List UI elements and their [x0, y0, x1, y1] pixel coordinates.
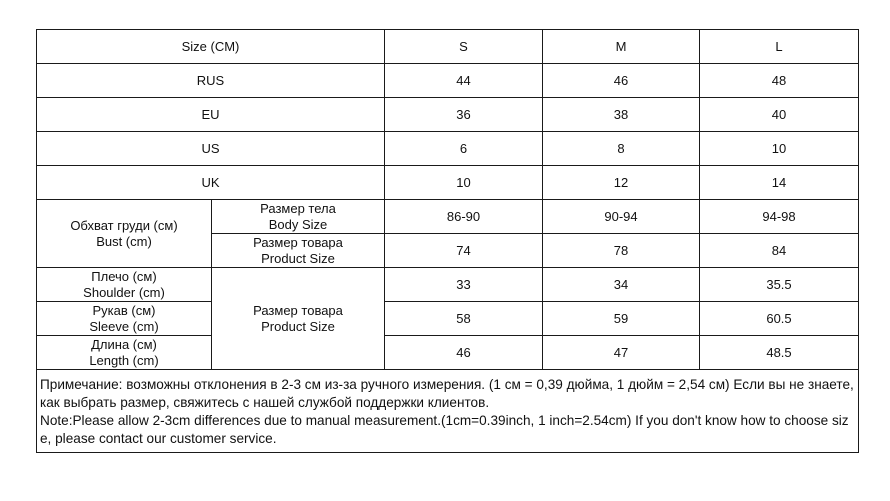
eu-row — [37, 98, 859, 132]
us-l: 10 — [700, 132, 859, 166]
eu-m: 38 — [543, 98, 700, 132]
uk-l: 14 — [700, 166, 859, 200]
bust-label — [37, 200, 212, 268]
length-s: 46 — [385, 336, 543, 370]
uk-s: 10 — [385, 166, 543, 200]
bust-body-row — [37, 200, 859, 234]
eu-label: EU — [37, 98, 385, 132]
length-m: 47 — [543, 336, 700, 370]
shoulder-l: 35.5 — [700, 268, 859, 302]
length-row — [37, 336, 859, 370]
header-row — [37, 30, 859, 64]
sleeve-label-ru: Рукав (см) — [92, 302, 156, 318]
length-label-ru: Длина (см) — [91, 336, 157, 352]
body-size-label-en: Body Size — [268, 216, 328, 232]
uk-row — [37, 166, 859, 200]
size-l-header: L — [700, 30, 859, 64]
note-row — [37, 370, 859, 453]
length-l: 48.5 — [700, 336, 859, 370]
measurements-product-size-label — [212, 268, 385, 370]
sleeve-label — [37, 302, 212, 336]
shoulder-row — [37, 268, 859, 302]
size-chart-table — [36, 29, 859, 453]
note-cell — [37, 370, 859, 453]
bust-product-label-ru: Размер товара — [253, 234, 343, 250]
shoulder-label-ru: Плечо (см) — [91, 268, 157, 284]
measurements-product-label-en: Product Size — [261, 318, 335, 334]
us-s: 6 — [385, 132, 543, 166]
length-label — [37, 336, 212, 370]
bust-label-en: Bust (cm) — [96, 233, 152, 249]
body-size-label — [212, 200, 385, 234]
bust-product-s: 74 — [385, 234, 543, 268]
bust-product-l: 84 — [700, 234, 859, 268]
uk-label: UK — [37, 166, 385, 200]
size-header-label: Size (CM) — [37, 30, 385, 64]
bust-body-m: 90-94 — [543, 200, 700, 234]
bust-body-l: 94-98 — [700, 200, 859, 234]
eu-l: 40 — [700, 98, 859, 132]
sleeve-s: 58 — [385, 302, 543, 336]
rus-l: 48 — [700, 64, 859, 98]
rus-row — [37, 64, 859, 98]
eu-s: 36 — [385, 98, 543, 132]
bust-product-label-en: Product Size — [261, 250, 335, 266]
sleeve-m: 59 — [543, 302, 700, 336]
measurements-product-label-ru: Размер товара — [253, 302, 343, 318]
bust-label-ru: Обхват груди (см) — [70, 217, 178, 233]
rus-s: 44 — [385, 64, 543, 98]
shoulder-s: 33 — [385, 268, 543, 302]
bust-product-m: 78 — [543, 234, 700, 268]
us-label: US — [37, 132, 385, 166]
rus-label: RUS — [37, 64, 385, 98]
bust-product-size-label — [212, 234, 385, 268]
sleeve-l: 60.5 — [700, 302, 859, 336]
sleeve-label-en: Sleeve (cm) — [89, 318, 159, 334]
size-s-header: S — [385, 30, 543, 64]
body-size-label-ru: Размер тела — [260, 200, 336, 216]
us-m: 8 — [543, 132, 700, 166]
bust-body-s: 86-90 — [385, 200, 543, 234]
shoulder-label — [37, 268, 212, 302]
sleeve-row — [37, 302, 859, 336]
shoulder-label-en: Shoulder (cm) — [83, 284, 165, 300]
size-m-header: M — [543, 30, 700, 64]
note-ru: Примечание: возможны отклонения в 2-3 см из-за ручного измерения. (1 см = 0,39 дюйма, 1 дюйм = 2,54 см) Если вы не знаете, как выбрать размер, свяжитесь с нашей службой поддержки клиентов. — [40, 377, 854, 410]
uk-m: 12 — [543, 166, 700, 200]
note-en: Note:Please allow 2-3cm differences due to manual measurement.(1cm=0.39inch, 1 inch=2.54cm) If you don't know how to choose size, please contact our customer service. — [40, 413, 849, 446]
rus-m: 46 — [543, 64, 700, 98]
shoulder-m: 34 — [543, 268, 700, 302]
us-row — [37, 132, 859, 166]
length-label-en: Length (cm) — [89, 352, 159, 368]
